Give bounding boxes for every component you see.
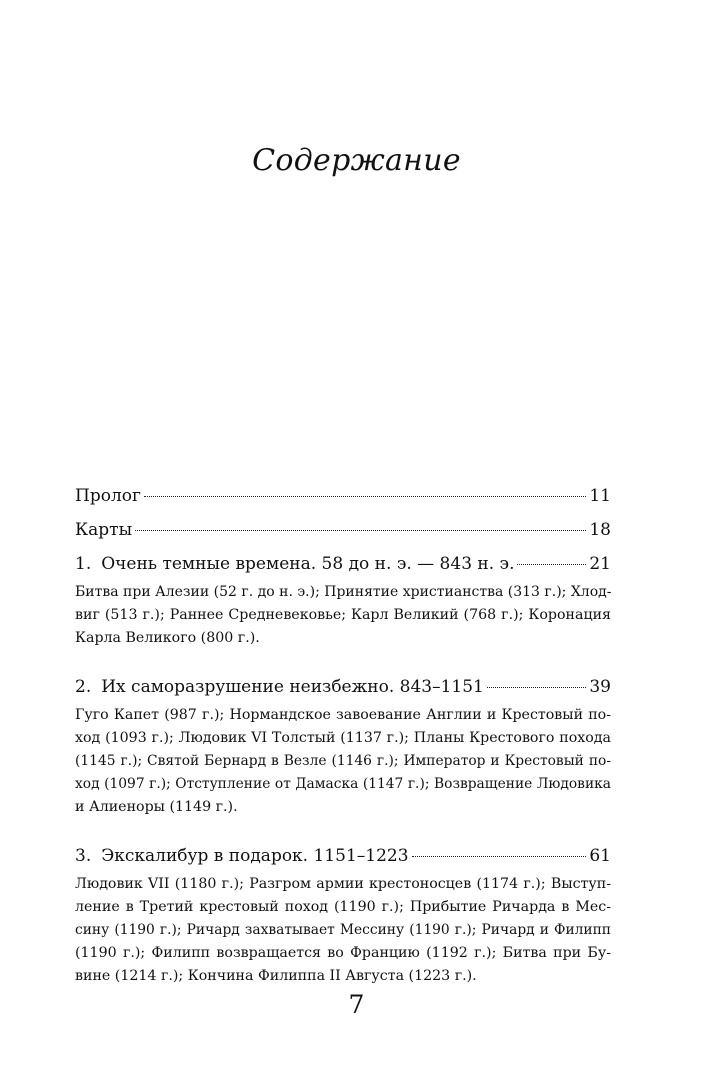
chapter-number: 2. [75, 677, 92, 697]
chapter-number: 1. [75, 554, 92, 574]
summary-line: Битва при Алезии (52 г. до н. э.); Принятие христианства (313 г.); Хлод- [75, 584, 612, 600]
summary-line: Людовик VII (1180 г.); Разгром армии крестоносцев (1174 г.); Выступ- [75, 876, 611, 892]
chapter-title: Экскалибур в подарок. 1151–1223 [101, 846, 409, 866]
toc-entry-page: 11 [589, 486, 611, 506]
summary-line: и Алиеноры (1149 г.). [75, 799, 238, 815]
chapter-number: 3. [75, 846, 92, 866]
chapter-title: Их саморазрушение неизбежно. 843–1151 [101, 677, 484, 697]
summary-line: Карла Великого (800 г.). [75, 630, 260, 646]
toc-entry-maps[interactable] [75, 519, 611, 541]
toc-entry-chapter-1[interactable] [75, 553, 611, 575]
summary-line: сину (1190 г.); Ричард захватывает Мессину (1190 г.); Ричард и Филипп [75, 922, 611, 938]
toc-entry-chapter-2[interactable] [75, 676, 611, 698]
dot-leader [412, 856, 587, 857]
dot-leader [144, 496, 586, 497]
summary-line: вине (1214 г.); Кончина Филиппа II Августа (1223 г.). [75, 968, 477, 984]
toc-entry-label: Пролог [75, 486, 141, 506]
chapter-3-summary [75, 873, 611, 988]
toc-entry-page: 18 [589, 520, 611, 540]
toc-entry-page: 21 [589, 554, 611, 574]
chapter-2-summary [75, 704, 611, 819]
summary-line: (1190 г.); Филипп возвращается во Францию (1192 г.); Битва при Бу- [75, 945, 611, 961]
toc-entry-page: 61 [589, 846, 611, 866]
summary-line: Гуго Капет (987 г.); Нормандское завоевание Англии и Крестовый по- [75, 707, 611, 723]
summary-line: ход (1093 г.); Людовик VI Толстый (1137 г.); Планы Крестового похода [75, 730, 611, 746]
dot-leader [135, 530, 586, 531]
toc-entry-label [75, 676, 484, 698]
summary-line: ление в Третий крестовый поход (1190 г.); Прибытие Ричарда в Мес- [75, 899, 611, 915]
table-of-contents [75, 485, 611, 988]
toc-entry-chapter-3[interactable] [75, 845, 611, 867]
page-title: Содержание [252, 143, 461, 178]
toc-entry-label [75, 845, 409, 867]
summary-line: ход (1097 г.); Отступление от Дамаска (1147 г.); Возвращение Людовика [75, 776, 611, 792]
dot-leader [487, 687, 587, 688]
chapter-1-summary [75, 581, 611, 650]
summary-line: (1145 г.); Святой Бернард в Везле (1146 г.); Император и Крестовый по- [75, 753, 611, 769]
page-number: 7 [348, 990, 365, 1019]
toc-entry-prolog[interactable] [75, 485, 611, 507]
summary-line: виг (513 г.); Раннее Средневековье; Карл Великий (768 г.); Коронация [75, 607, 611, 623]
chapter-title: Очень темные времена. 58 до н. э. — 843 н. э. [101, 554, 515, 574]
toc-entry-page: 39 [589, 677, 611, 697]
toc-entry-label: Карты [75, 520, 133, 540]
toc-entry-label [75, 553, 514, 575]
dot-leader [517, 564, 586, 565]
